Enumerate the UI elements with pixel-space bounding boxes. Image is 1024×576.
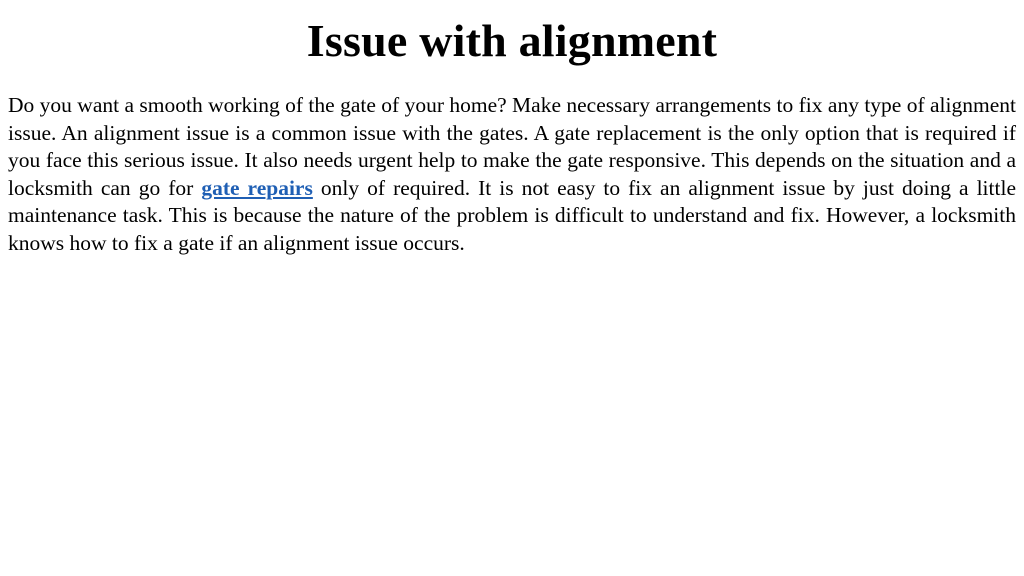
paragraph-text-before-link: Do you want a smooth working of the gate of your home? Make necessary arrangements to fix any type of alignment issue. An alignment issue is a common issue with the gates. A gate replacement is the only option that is required if you face this serious issue. It also needs urgent help to make the gate responsive. This depends on the situation and a locksmith can go for bbox=[8, 93, 1016, 200]
paragraph-text-after-link: only of required. It is not easy to fix an alignment issue by just doing a little maintenance task. This is because the nature of the problem is difficult to understand and fix. However, a locksmith knows how to fix a gate if an alignment issue occurs. bbox=[8, 175, 1016, 255]
slide-title: Issue with alignment bbox=[306, 15, 718, 66]
gate-repairs-link[interactable]: gate repairs bbox=[201, 175, 313, 200]
body-paragraph bbox=[8, 92, 1016, 257]
